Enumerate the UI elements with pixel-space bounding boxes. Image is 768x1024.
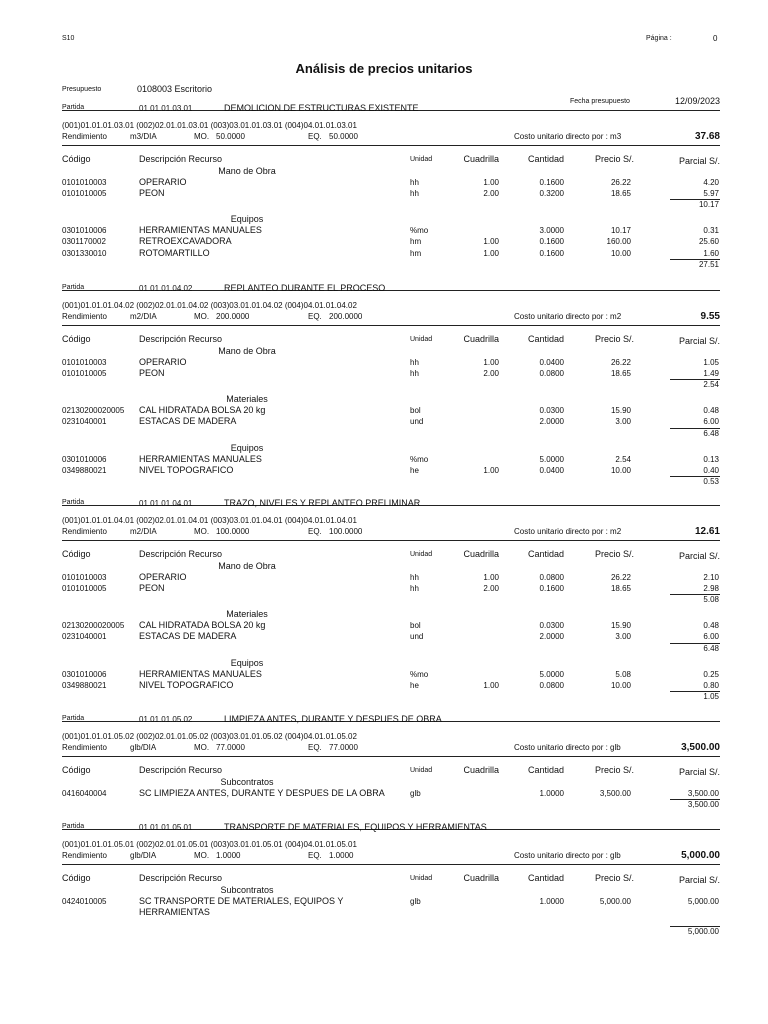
page-label: Página : (646, 35, 672, 42)
mo-value: 1.0000 (216, 851, 241, 860)
resource-unit: bol (410, 621, 421, 631)
resource-code: 0301330010 (62, 248, 107, 258)
col-cantidad: Cantidad (527, 873, 564, 883)
resource-code: 02130200020005 (62, 406, 125, 416)
resource-cuadrilla: 1.00 (483, 358, 499, 367)
resource-cantidad: 5.0000 (539, 669, 564, 679)
col-codigo: Código (62, 334, 91, 344)
eq-value: 200.0000 (329, 312, 363, 321)
resource-description: ESTACAS DE MADERA (139, 631, 237, 642)
col-unidad: Unidad (410, 156, 433, 163)
col-cantidad: Cantidad (527, 549, 564, 559)
group-subtotal: 6.48 (703, 643, 719, 653)
resource-code: 0301170002 (62, 237, 106, 247)
resource-precio: 26.22 (610, 573, 631, 582)
resource-precio: 26.22 (610, 178, 631, 187)
partida-code: 01.01.01.03.01 (139, 104, 193, 113)
resource-description: HERRAMIENTAS MANUALES (139, 453, 262, 464)
resource-unit: glb (410, 789, 421, 798)
group-title: Subcontratos (220, 777, 274, 787)
col-cuadrilla: Cuadrilla (463, 154, 499, 164)
col-descripcion: Descripción Recurso (139, 765, 223, 775)
partida-rule (62, 325, 720, 326)
unit-cost-label: Costo unitario directo por : m3 (514, 132, 622, 141)
resource-code: 0101010005 (62, 584, 107, 594)
group-title: Equipos (230, 442, 264, 453)
resource-description-cont: HERRAMIENTAS (139, 907, 210, 918)
resource-precio: 10.17 (610, 226, 631, 236)
mo-label: MO. (194, 851, 210, 860)
resource-precio: 2.54 (615, 454, 631, 464)
resource-code: 0349880021 (62, 465, 107, 475)
partida-name: TRAZO, NIVELES Y REPLANTEO PRELIMINAR (224, 498, 421, 508)
partida-name: REPLANTEO DURANTE EL PROCESO (224, 283, 386, 293)
col-parcial: Parcial S/. (678, 156, 720, 166)
partida-rule (62, 540, 720, 541)
mo-label: MO. (194, 132, 210, 141)
partida-label: Partida (62, 715, 85, 722)
resource-parcial: 1.49 (703, 369, 719, 379)
eq-label: EQ. (308, 312, 322, 321)
partida-reference: (001)01.01.01.04.02 (002)02.01.01.04.02 (003)03.01.01.04.02 (004)04.01.01.04.02 (62, 301, 357, 310)
resource-cantidad: 2.0000 (539, 417, 564, 427)
resource-cantidad: 2.0000 (539, 632, 564, 642)
group-title: Materiales (226, 394, 268, 405)
resource-parcial: 25.60 (698, 237, 719, 247)
resource-precio: 10.00 (610, 248, 631, 258)
resource-parcial: 5.97 (703, 189, 719, 199)
col-parcial: Parcial S/. (678, 767, 720, 777)
partida-code: 01.01.01.05.02 (139, 715, 193, 724)
resource-parcial: 1.60 (703, 248, 719, 258)
resource-parcial: 5,000.00 (687, 897, 719, 906)
resource-parcial: 3,500.00 (687, 789, 719, 798)
resource-unit: hh (410, 369, 419, 379)
col-unidad: Unidad (410, 875, 433, 882)
page-number: 0 (713, 34, 718, 43)
mo-value: 50.0000 (216, 132, 245, 141)
group-subtotal: 1.05 (703, 691, 719, 701)
resource-unit: %mo (410, 669, 429, 679)
group-title: Materiales (226, 609, 268, 620)
resource-unit: hh (410, 358, 419, 367)
mo-label: MO. (194, 312, 210, 321)
resource-parcial: 6.00 (703, 632, 719, 642)
resource-unit: %mo (410, 226, 429, 236)
resource-cantidad: 5.0000 (539, 454, 564, 464)
eq-value: 77.0000 (329, 743, 358, 752)
date-label: Fecha presupuesto (570, 98, 630, 105)
partida-rule (62, 756, 720, 757)
group-title: Mano de Obra (218, 346, 276, 356)
resource-cantidad: 0.1600 (539, 248, 564, 258)
col-cantidad: Cantidad (527, 154, 564, 164)
subtotal-rule (670, 643, 720, 644)
col-precio: Precio S/. (594, 549, 634, 559)
rendimiento-unit: glb/DIA (130, 743, 157, 752)
unit-cost-label: Costo unitario directo por : m2 (514, 312, 622, 321)
resource-code: 0101010003 (62, 178, 107, 187)
rendimiento-label: Rendimiento (62, 743, 107, 752)
resource-cuadrilla: 1.00 (483, 465, 499, 475)
resource-description: PEON (139, 188, 165, 199)
eq-label: EQ. (308, 132, 322, 141)
resource-code: 0349880021 (62, 680, 107, 690)
resource-cuadrilla: 2.00 (483, 584, 499, 594)
resource-description: CAL HIDRATADA BOLSA 20 kg (139, 405, 266, 416)
partida-rule (62, 145, 720, 146)
resource-precio: 26.22 (610, 358, 631, 367)
resource-cantidad: 0.1600 (539, 178, 564, 187)
col-cantidad: Cantidad (527, 334, 564, 344)
resource-cantidad: 0.0400 (539, 358, 564, 367)
group-title: Subcontratos (220, 885, 274, 895)
col-precio: Precio S/. (594, 154, 634, 164)
resource-cantidad: 1.0000 (539, 789, 564, 798)
resource-parcial: 2.10 (703, 573, 719, 582)
subtotal-rule (670, 691, 720, 692)
resource-cuadrilla: 1.00 (483, 237, 499, 247)
page-title: Análisis de precios unitarios (295, 61, 473, 76)
resource-parcial: 0.80 (703, 680, 719, 690)
unit-cost-value: 3,500.00 (681, 742, 720, 753)
resource-description: ROTOMARTILLO (139, 247, 210, 258)
resource-parcial: 2.98 (703, 584, 719, 594)
resource-parcial: 1.05 (703, 358, 719, 367)
col-unidad: Unidad (410, 551, 433, 558)
resource-unit: und (410, 417, 424, 427)
partida-name: LIMPIEZA ANTES, DURANTE Y DESPUES DE OBRA (224, 714, 442, 724)
resource-code: 0301010006 (62, 669, 107, 679)
resource-cantidad: 0.0300 (539, 621, 564, 631)
resource-parcial: 4.20 (703, 178, 719, 187)
resource-description: NIVEL TOPOGRAFICO (139, 464, 234, 475)
eq-value: 50.0000 (329, 132, 358, 141)
col-descripcion: Descripción Recurso (139, 873, 223, 883)
col-codigo: Código (62, 873, 91, 883)
partida-reference: (001)01.01.01.05.02 (002)02.01.01.05.02 (003)03.01.01.05.02 (004)04.01.01.05.02 (62, 732, 357, 741)
col-codigo: Código (62, 154, 91, 164)
resource-unit: %mo (410, 454, 429, 464)
eq-value: 100.0000 (329, 527, 363, 536)
group-title: Equipos (230, 657, 264, 668)
col-precio: Precio S/. (594, 765, 634, 775)
resource-cuadrilla: 2.00 (483, 189, 499, 199)
mo-value: 200.0000 (216, 312, 250, 321)
resource-precio: 18.65 (610, 189, 631, 199)
resource-parcial: 0.31 (703, 226, 719, 236)
subtotal-rule (670, 476, 720, 477)
resource-precio: 3,500.00 (599, 789, 631, 798)
resource-parcial: 0.48 (703, 621, 719, 631)
date-value: 12/09/2023 (675, 96, 721, 106)
col-precio: Precio S/. (594, 334, 634, 344)
resource-cantidad: 0.3200 (539, 189, 564, 199)
resource-precio: 3.00 (615, 632, 631, 642)
group-subtotal: 3,500.00 (687, 800, 719, 810)
resource-description: HERRAMIENTAS MANUALES (139, 668, 262, 679)
subtotal-rule (670, 428, 720, 429)
resource-cantidad: 0.0800 (539, 573, 564, 582)
resource-cantidad: 0.0800 (539, 680, 564, 690)
group-title: Equipos (230, 214, 264, 225)
resource-unit: und (410, 632, 424, 642)
partida-label: Partida (62, 284, 85, 291)
partida-name: DEMOLICION DE ESTRUCTURAS EXISTENTE (224, 103, 419, 113)
resource-cuadrilla: 1.00 (483, 248, 499, 258)
resource-precio: 18.65 (610, 369, 631, 379)
partida-code: 01.01.01.04.02 (139, 284, 193, 293)
resource-unit: hm (410, 237, 422, 247)
partida-label: Partida (62, 499, 85, 506)
resource-cantidad: 0.0800 (539, 369, 564, 379)
partida-code: 01.01.01.05.01 (139, 823, 193, 832)
resource-cuadrilla: 1.00 (483, 680, 499, 690)
group-subtotal: 10.17 (698, 200, 719, 210)
unit-cost-label: Costo unitario directo por : m2 (514, 527, 622, 536)
unit-cost-label: Costo unitario directo por : glb (514, 851, 621, 860)
eq-label: EQ. (308, 851, 322, 860)
partida-label: Partida (62, 823, 85, 830)
resource-precio: 15.90 (610, 406, 631, 416)
partida-name: TRANSPORTE DE MATERIALES, EQUIPOS Y HERRAMIENTAS (224, 822, 487, 832)
col-codigo: Código (62, 765, 91, 775)
partida-reference: (001)01.01.01.04.01 (002)02.01.01.04.01 (003)03.01.01.04.01 (004)04.01.01.04.01 (62, 516, 357, 525)
resource-description: OPERARIO (139, 572, 187, 582)
resource-cuadrilla: 2.00 (483, 369, 499, 379)
report-code: S10 (62, 35, 75, 42)
resource-precio: 3.00 (615, 417, 631, 427)
resource-precio: 160.00 (606, 237, 631, 247)
col-cuadrilla: Cuadrilla (463, 765, 499, 775)
unit-cost-value: 12.61 (694, 526, 720, 537)
group-title: Mano de Obra (218, 166, 276, 176)
resource-cantidad: 0.0300 (539, 406, 564, 416)
rendimiento-label: Rendimiento (62, 851, 107, 860)
eq-label: EQ. (308, 527, 322, 536)
rendimiento-label: Rendimiento (62, 312, 107, 321)
resource-description: ESTACAS DE MADERA (139, 416, 237, 427)
resource-unit: hh (410, 189, 419, 199)
group-subtotal: 5,000.00 (687, 927, 719, 937)
resource-unit: he (410, 465, 419, 475)
rendimiento-unit: m3/DIA (130, 132, 157, 141)
resource-precio: 10.00 (610, 680, 631, 690)
resource-description: NIVEL TOPOGRAFICO (139, 679, 234, 690)
partida-reference: (001)01.01.01.05.01 (002)02.01.01.05.01 (003)03.01.01.05.01 (004)04.01.01.05.01 (62, 840, 357, 849)
resource-cantidad: 0.1600 (539, 237, 564, 247)
subtotal-rule (670, 199, 720, 200)
resource-precio: 5.08 (615, 669, 631, 679)
resource-code: 0424010005 (62, 897, 107, 906)
resource-precio: 15.90 (610, 621, 631, 631)
mo-value: 77.0000 (216, 743, 245, 752)
resource-cuadrilla: 1.00 (483, 573, 499, 582)
resource-description: SC TRANSPORTE DE MATERIALES, EQUIPOS Y (139, 896, 344, 906)
col-precio: Precio S/. (594, 873, 634, 883)
group-title: Mano de Obra (218, 561, 276, 571)
col-parcial: Parcial S/. (678, 875, 720, 885)
mo-label: MO. (194, 743, 210, 752)
group-subtotal: 27.51 (698, 259, 719, 269)
group-subtotal: 0.53 (703, 476, 719, 486)
resource-code: 0416040004 (62, 789, 107, 798)
eq-value: 1.0000 (329, 851, 354, 860)
resource-parcial: 0.48 (703, 406, 719, 416)
group-subtotal: 5.08 (703, 595, 719, 605)
resource-parcial: 0.40 (703, 465, 719, 475)
resource-code: 02130200020005 (62, 621, 125, 631)
col-descripcion: Descripción Recurso (139, 154, 223, 164)
partida-label: Partida (62, 104, 85, 111)
budget-label: Presupuesto (62, 86, 102, 93)
resource-cantidad: 1.0000 (539, 897, 564, 906)
resource-code: 0231040001 (62, 632, 107, 642)
resource-code: 0101010005 (62, 189, 107, 199)
col-descripcion: Descripción Recurso (139, 549, 223, 559)
resource-description: OPERARIO (139, 177, 187, 187)
resource-description: PEON (139, 368, 165, 379)
resource-parcial: 0.25 (703, 669, 719, 679)
resource-cantidad: 3.0000 (539, 226, 564, 236)
resource-description: CAL HIDRATADA BOLSA 20 kg (139, 620, 266, 631)
budget-value: 0108003 Escritorio (137, 84, 213, 94)
partida-rule (62, 864, 720, 865)
resource-cantidad: 0.1600 (539, 584, 564, 594)
resource-parcial: 6.00 (703, 417, 719, 427)
mo-label: MO. (194, 527, 210, 536)
resource-description: OPERARIO (139, 357, 187, 367)
resource-code: 0231040001 (62, 417, 107, 427)
resource-description: SC LIMPIEZA ANTES, DURANTE Y DESPUES DE LA OBRA (139, 788, 385, 798)
resource-unit: hh (410, 178, 419, 187)
partida-reference: (001)01.01.01.03.01 (002)02.01.01.03.01 (003)03.01.01.03.01 (004)04.01.01.03.01 (62, 121, 357, 130)
rendimiento-label: Rendimiento (62, 132, 107, 141)
resource-code: 0301010006 (62, 226, 107, 236)
col-cuadrilla: Cuadrilla (463, 334, 499, 344)
group-subtotal: 2.54 (703, 380, 719, 390)
col-parcial: Parcial S/. (678, 336, 720, 346)
subtotal-rule (670, 259, 720, 260)
resource-code: 0301010006 (62, 454, 107, 464)
resource-code: 0101010005 (62, 369, 107, 379)
col-cuadrilla: Cuadrilla (463, 873, 499, 883)
col-parcial: Parcial S/. (678, 551, 720, 561)
resource-unit: hh (410, 573, 419, 582)
resource-description: HERRAMIENTAS MANUALES (139, 225, 262, 236)
resource-precio: 5,000.00 (599, 897, 631, 906)
unit-cost-value: 37.68 (694, 131, 720, 142)
resource-unit: bol (410, 406, 421, 416)
resource-precio: 18.65 (610, 584, 631, 594)
subtotal-rule (670, 379, 720, 380)
col-descripcion: Descripción Recurso (139, 334, 223, 344)
rendimiento-label: Rendimiento (62, 527, 107, 536)
unit-cost-label: Costo unitario directo por : glb (514, 743, 621, 752)
resource-unit: hh (410, 584, 419, 594)
resource-code: 0101010003 (62, 358, 107, 367)
resource-unit: hm (410, 248, 422, 258)
unit-cost-value: 9.55 (700, 311, 720, 322)
eq-label: EQ. (308, 743, 322, 752)
resource-precio: 10.00 (610, 465, 631, 475)
resource-description: RETROEXCAVADORA (139, 236, 232, 247)
col-unidad: Unidad (410, 336, 433, 343)
col-cuadrilla: Cuadrilla (463, 549, 499, 559)
rendimiento-unit: m2/DIA (130, 527, 157, 536)
resource-unit: he (410, 680, 419, 690)
subtotal-rule (670, 799, 720, 800)
unit-cost-value: 5,000.00 (681, 850, 720, 861)
resource-code: 0101010003 (62, 573, 107, 582)
rendimiento-unit: glb/DIA (130, 851, 157, 860)
resource-description: PEON (139, 583, 165, 594)
col-unidad: Unidad (410, 767, 433, 774)
resource-cuadrilla: 1.00 (483, 178, 499, 187)
mo-value: 100.0000 (216, 527, 250, 536)
rendimiento-unit: m2/DIA (130, 312, 157, 321)
subtotal-rule (670, 926, 720, 927)
partida-code: 01.01.01.04.01 (139, 499, 193, 508)
col-cantidad: Cantidad (527, 765, 564, 775)
col-codigo: Código (62, 549, 91, 559)
resource-cantidad: 0.0400 (539, 465, 564, 475)
subtotal-rule (670, 594, 720, 595)
resource-parcial: 0.13 (703, 454, 719, 464)
resource-unit: glb (410, 897, 421, 906)
group-subtotal: 6.48 (703, 428, 719, 438)
